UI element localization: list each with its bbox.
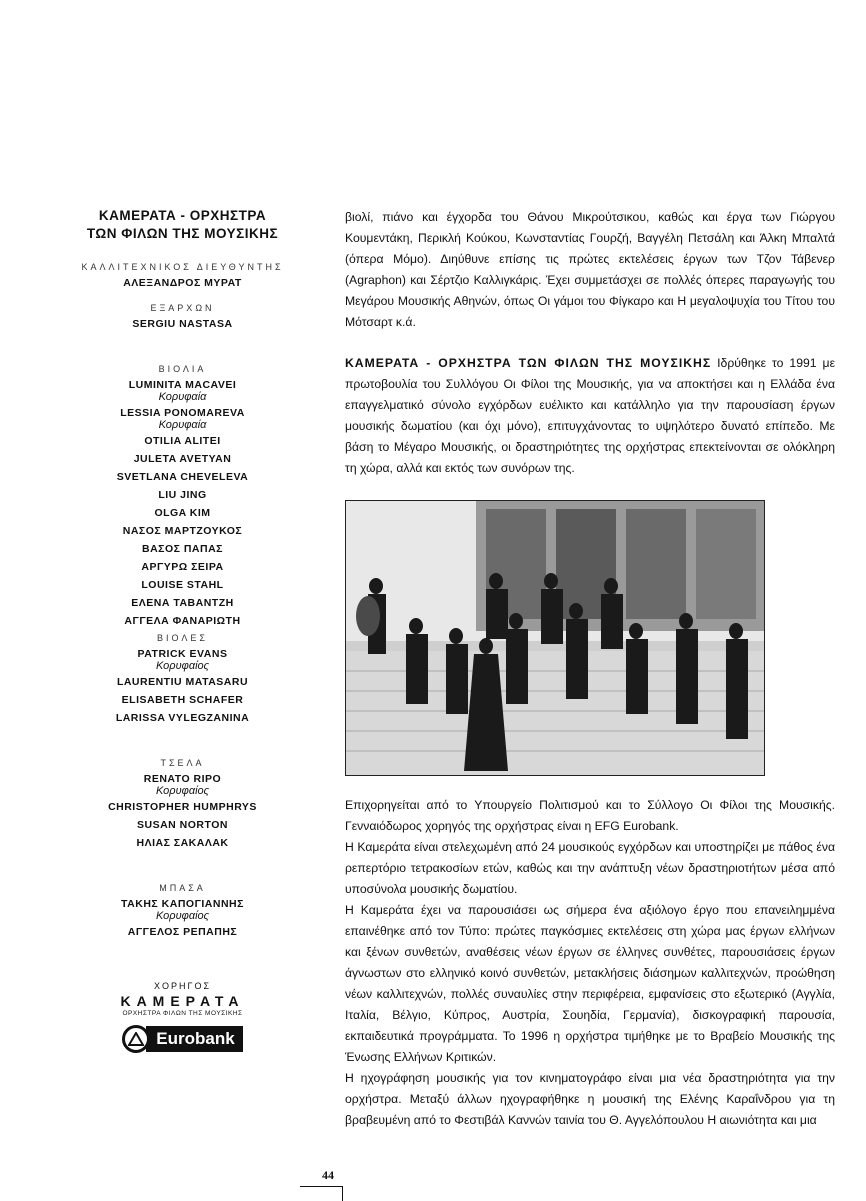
intro-paragraph: [345, 207, 835, 333]
orchestra-photo: [345, 500, 765, 776]
concertmaster-name: SERGIU NASTASA: [132, 318, 233, 330]
bass-member-title: Κορυφαίος: [155, 910, 210, 922]
violin-member: OLGA KIM: [154, 507, 211, 519]
bass-member: ΑΓΓΕΛΟΣ ΡΕΠΑΠΗΣ: [127, 926, 238, 938]
violin-member: ΒΑΣΟΣ ΠΑΠΑΣ: [142, 543, 223, 555]
cello-member: RENATO RIPO: [143, 773, 222, 785]
basses-list: [70, 895, 295, 941]
cello-member-title: Κορυφαίος: [155, 785, 210, 797]
cellos-list: [70, 770, 295, 852]
page-number-rule: [300, 1186, 343, 1201]
section-body: Ιδρύθηκε το 1991 με πρωτοβουλία του Συλλόγου Οι Φίλοι της Μουσικής, για να αποκτήσει και η Ελλάδα ένα επαγγελματικό σύνολο εγχόρδων ευέλικτο και κατάλληλο για την παρουσίαση έργων μουσικής δωματίου (και όχι μόνο), επιτυγχάνοντας το υψηλότερο δυνατό επίπεδο. Με βάση το Μέγαρο Μουσικής, οι δραστηριότητες της ορχήστρας επεκτείνονται σε ολόκληρη τη χώρα, αλλά και εκτός των συνόρων της.: [345, 356, 836, 475]
sponsor-label: ΧΟΡΗΓΟΣ: [153, 981, 212, 991]
bass-member: ΤΑΚΗΣ ΚΑΠΟΓΙΑΝΝΗΣ: [121, 898, 244, 910]
intro-text: βιολί, πιάνο και έγχορδα του Θάνου Μικρούτσικου, καθώς και έργα των Γιώργου Κουμεντάκη, Περικλή Κούκου, Κωνσταντίας Γουρζή, Βαγγέλη Πετσάλη και Άλκη Μπαλτά (όπερα Μόμο). Διηύθυνε επίσης τις πρώτες εκτελέσεις έργων των Τζον Τάβενερ (Agraphon) και Σέρτζιο Καλλιγκάρις. Έχει συμμετάσχει σε πολλές όπερες παραγωγής του Μεγάρου Μουσικής Αθηνών, όπως Οι γάμοι του Φίγκαρο και Η μεγαλοψυχία του Τίτου του Μότσαρτ κ.ά.: [345, 210, 835, 329]
basses-role: ΜΠΑΣΑ: [159, 883, 206, 893]
violin-member: LOUISE STAHL: [141, 579, 224, 591]
violin-member: ΕΛΕΝΑ ΤΑΒΑΝΤΖΗ: [131, 597, 234, 609]
paragraph-funding: Επιχορηγείται από το Υπουργείο Πολιτισμού και το Σύλλογο Οι Φίλοι της Μουσικής. Γενναιόδωρος χορηγός της ορχήστρας είναι η EFG Eurobank.: [345, 798, 835, 833]
cello-member: CHRISTOPHER HUMPHRYS: [108, 801, 257, 813]
violin-member: ΑΓΓΕΛΑ ΦΑΝΑΡΙΩΤΗ: [124, 615, 241, 627]
violas-list: [70, 645, 295, 727]
section-paragraph: [345, 353, 835, 479]
viola-member: LAURENTIU MATASARU: [116, 676, 249, 688]
eurobank-wordmark: Eurobank: [146, 1026, 242, 1052]
sponsor-orchestra-subtitle: ΟΡΧΗΣΤΡΑ ΦΙΛΩΝ ΤΗΣ ΜΟΥΣΙΚΗΣ: [122, 1010, 243, 1017]
orchestra-title-line1: ΚΑΜΕΡΑΤΑ - ΟΡΧΗΣΤΡΑ: [98, 208, 267, 223]
section-heading: ΚΑΜΕΡΑΤΑ - ΟΡΧΗΣΤΡΑ ΤΩΝ ΦΙΛΩΝ ΤΗΣ ΜΟΥΣΙΚΗΣ: [345, 356, 712, 370]
eurobank-logo: [70, 1025, 295, 1053]
violin-member-title: Κορυφαία: [158, 391, 207, 403]
page-number: 44: [322, 1168, 334, 1182]
violin-member: LIU JING: [158, 489, 207, 501]
cellos-role: ΤΣΕΛΑ: [160, 758, 205, 768]
orchestra-photo-image: [346, 501, 765, 776]
violin-member: LUMINITA MACAVEI: [128, 379, 237, 391]
body-paragraphs: [345, 795, 835, 1131]
violin-member: ΑΡΓΥΡΩ ΣΕΙΡΑ: [141, 561, 224, 573]
roster-column: [70, 207, 295, 1053]
cello-member: ΗΛΙΑΣ ΣΑΚΑΛΑΚ: [136, 837, 229, 849]
violin-member: ΝΑΣΟΣ ΜΑΡΤΖΟΥΚΟΣ: [122, 525, 243, 537]
sponsor-orchestra-name: ΚΑΜΕΡΑΤΑ: [120, 993, 245, 1009]
paragraph-achievements: Η Καμεράτα έχει να παρουσιάσει ως σήμερα ένα αξιόλογο έργο που επανειλημμένα επαινέθηκε από τον Τύπο: πρώτες παγκόσμιες εκτελέσεις στη χώρα μας έργων ελλήνων και ξένων συνθετών, αναθέσεις νέων έργων σε έλληνες συνθέτες, παρουσιάσεις έργων άγνωστων στο ελληνικό κοινό συνθετών, μετακλήσεις διάσημων καλλιτεχνών, προώθηση νέων καλλιτεχνών, πολλές συναυλίες στην περιφέρεια, εμφανίσεις στο εξωτερικό (Αγγλία, Ιταλία, Βέλγιο, Κύπρος, Αυστρία, Σουηδία, Γερμανία), δισκογραφική παρουσία, εκπαιδευτικά προγράμματα. Το 1996 η ορχήστρα τιμήθηκε με το Βραβείο Μουσικής της Ένωσης Ελλήνων Κριτικών.: [345, 903, 835, 1064]
viola-member: ELISABETH SCHAFER: [121, 694, 244, 706]
artistic-director-role: ΚΑΛΛΙΤΕΧΝΙΚΟΣ ΔΙΕΥΘΥΝΤΗΣ: [81, 262, 284, 272]
viola-member: LARISSA VYLEGZANINA: [115, 712, 250, 724]
artistic-director-name: ΑΛΕΞΑΝΔΡΟΣ ΜΥΡΑΤ: [123, 277, 242, 289]
violin-member: LESSIA PONOMAREVA: [120, 407, 245, 419]
orchestra-title-line2: ΤΩΝ ΦΙΛΩΝ ΤΗΣ ΜΟΥΣΙΚΗΣ: [86, 226, 279, 241]
violins-role: ΒΙΟΛΙΑ: [158, 364, 207, 374]
violins-list: [70, 376, 295, 630]
viola-member-title: Κορυφαίος: [155, 660, 210, 672]
cello-member: SUSAN NORTON: [137, 819, 228, 831]
viola-member: PATRICK EVANS: [137, 648, 228, 660]
violin-member: OTILIA ALITEI: [144, 435, 221, 447]
concertmaster-role: ΕΞΑΡΧΩΝ: [150, 303, 215, 313]
violin-member: JULETA AVETYAN: [133, 453, 232, 465]
paragraph-members: Η Καμεράτα είναι στελεχωμένη από 24 μουσικούς εγχόρδων και υποστηρίζει με πάθος ένα ρεπερτόριο τετρακοσίων ετών, καθώς και την ανάπτυξη νέων δραστηριοτήτων μέσα από υποσύνολα μουσικής δωματίου.: [345, 840, 835, 896]
violin-member: SVETLANA CHEVELEVA: [116, 471, 249, 483]
paragraph-film: Η ηχογράφηση μουσικής για τον κινηματογράφο είναι μια νέα δραστηριότητα για την ορχήστρα. Μεταξύ άλλων ηχογραφήθηκε η μουσική της Ελένης Καραΐνδρου για τη βραβευμένη από το Φεστιβάλ Καννών ταινία του Θ. Αγγελόπουλου Η αιωνιότητα και μια: [345, 1071, 835, 1127]
violin-member-title: Κορυφαία: [158, 419, 207, 431]
violas-role: ΒΙΟΛΕΣ: [157, 633, 208, 643]
